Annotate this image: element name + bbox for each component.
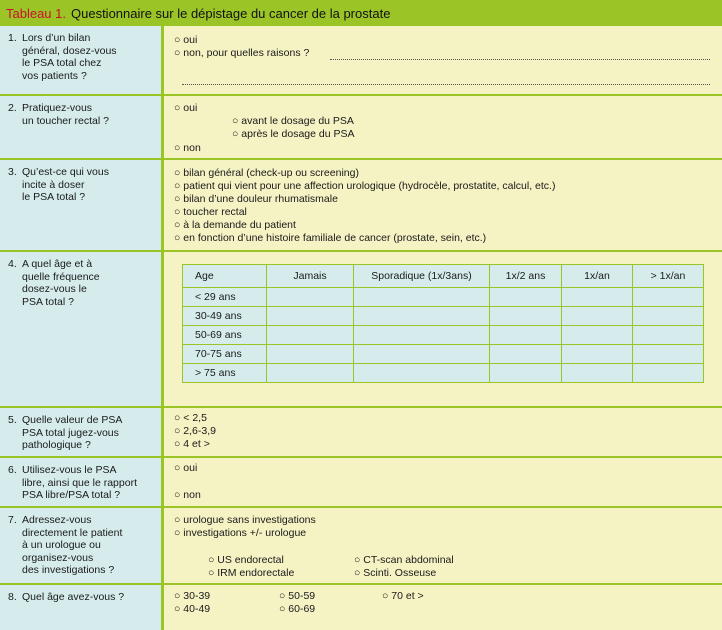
table-label: Tableau 1.	[6, 5, 66, 21]
header-plus-1xan: > 1x/an	[633, 265, 704, 288]
option-26-39[interactable]: ○ 2,6-3,9	[174, 425, 216, 437]
question-row-7	[0, 508, 722, 585]
option-urologue[interactable]: ○ urologue sans investigations	[174, 514, 316, 526]
header-sporadique: Sporadique (1x/3ans)	[354, 265, 490, 288]
option-demande[interactable]: ○ à la demande du patient	[174, 219, 296, 231]
answer-cell	[164, 508, 722, 583]
question-row-8	[0, 585, 722, 630]
answer-cell	[164, 26, 722, 94]
answer-line[interactable]	[330, 59, 710, 60]
question-number: 1.	[8, 32, 17, 44]
question-cell: 8. Quel âge avez-vous ?	[0, 585, 164, 630]
option-us-endorectal[interactable]: ○ US endorectal	[208, 554, 284, 566]
option-scinti[interactable]: ○ Scinti. Osseuse	[354, 567, 437, 579]
option-4plus[interactable]: ○ 4 et >	[174, 438, 210, 450]
question-cell: 4. A quel âge et à quelle fréquence dosez-vous le PSA total ?	[0, 252, 164, 406]
question-row-2	[0, 96, 722, 160]
option-non[interactable]: ○ non	[174, 142, 201, 154]
table-header-row	[183, 265, 704, 288]
option-oui[interactable]: ○ oui	[174, 34, 198, 46]
option-40-49[interactable]: ○ 40-49	[174, 603, 211, 615]
option-irm-endorectale[interactable]: ○ IRM endorectale	[208, 567, 295, 579]
question-cell: 6. Utilisez-vous le PSA libre, ainsi que le rapport PSA libre/PSA total ?	[0, 458, 164, 506]
option-histoire[interactable]: ○ en fonction d’une histoire familiale de cancer (prostate, sein, etc.)	[174, 232, 487, 244]
question-cell: 2. Pratiquez-vous un toucher rectal ?	[0, 96, 164, 158]
table-row: > 75 ans	[183, 364, 704, 383]
answer-cell	[164, 96, 722, 158]
option-investigations[interactable]: ○ investigations +/- urologue	[174, 527, 307, 539]
header-1x2ans: 1x/2 ans	[490, 265, 562, 288]
option-apres[interactable]: ○ après le dosage du PSA	[232, 128, 355, 140]
question-text: Lors d’un bilan général, dosez-vous le PSA total chez vos patients ?	[22, 32, 117, 82]
option-douleur[interactable]: ○ bilan d’une douleur rhumatismale	[174, 193, 338, 205]
option-bilan[interactable]: ○ bilan général (check-up ou screening)	[174, 167, 359, 179]
question-cell	[0, 26, 164, 94]
option-lt25[interactable]: ○ < 2,5	[174, 412, 207, 424]
option-toucher[interactable]: ○ toucher rectal	[174, 206, 247, 218]
answer-cell	[164, 160, 722, 250]
answer-line[interactable]	[182, 84, 710, 85]
option-affection[interactable]: ○ patient qui vient pour une affection urologique (hydrocèle, prostatite, calcul, etc.)	[174, 180, 556, 192]
option-30-39[interactable]: ○ 30-39	[174, 590, 211, 602]
option-70plus[interactable]: ○ 70 et >	[382, 590, 424, 602]
table-title-text: Questionnaire sur le dépistage du cancer de la prostate	[71, 5, 391, 21]
table-row: 70-75 ans	[183, 345, 704, 364]
option-non[interactable]: ○ non	[174, 489, 201, 501]
question-row-6	[0, 458, 722, 508]
option-avant[interactable]: ○ avant le dosage du PSA	[232, 115, 354, 127]
answer-cell	[164, 585, 722, 630]
option-oui[interactable]: ○ oui	[174, 102, 198, 114]
option-50-59[interactable]: ○ 50-59	[279, 590, 316, 602]
table-title	[0, 0, 722, 26]
header-age: Age	[183, 265, 267, 288]
header-jamais: Jamais	[267, 265, 354, 288]
question-row-5	[0, 408, 722, 458]
frequency-table	[182, 264, 704, 383]
option-ct-scan[interactable]: ○ CT-scan abdominal	[354, 554, 454, 566]
header-1xan: 1x/an	[562, 265, 633, 288]
answer-cell	[164, 458, 722, 506]
option-60-69[interactable]: ○ 60-69	[279, 603, 316, 615]
table-row: 50-69 ans	[183, 326, 704, 345]
question-cell: 5. Quelle valeur de PSA PSA total jugez-vous pathologique ?	[0, 408, 164, 456]
option-oui[interactable]: ○ oui	[174, 462, 198, 474]
table-row: < 29 ans	[183, 288, 704, 307]
question-cell: 3. Qu’est-ce qui vous incite à doser le PSA total ?	[0, 160, 164, 250]
question-cell: 7. Adressez-vous directement le patient à un urologue ou organisez-vous des investigations ?	[0, 508, 164, 583]
question-row-1	[0, 26, 722, 96]
option-non[interactable]: ○ non, pour quelles raisons ?	[174, 47, 310, 59]
question-row-3	[0, 160, 722, 252]
answer-cell	[164, 408, 722, 456]
table-row: 30-49 ans	[183, 307, 704, 326]
